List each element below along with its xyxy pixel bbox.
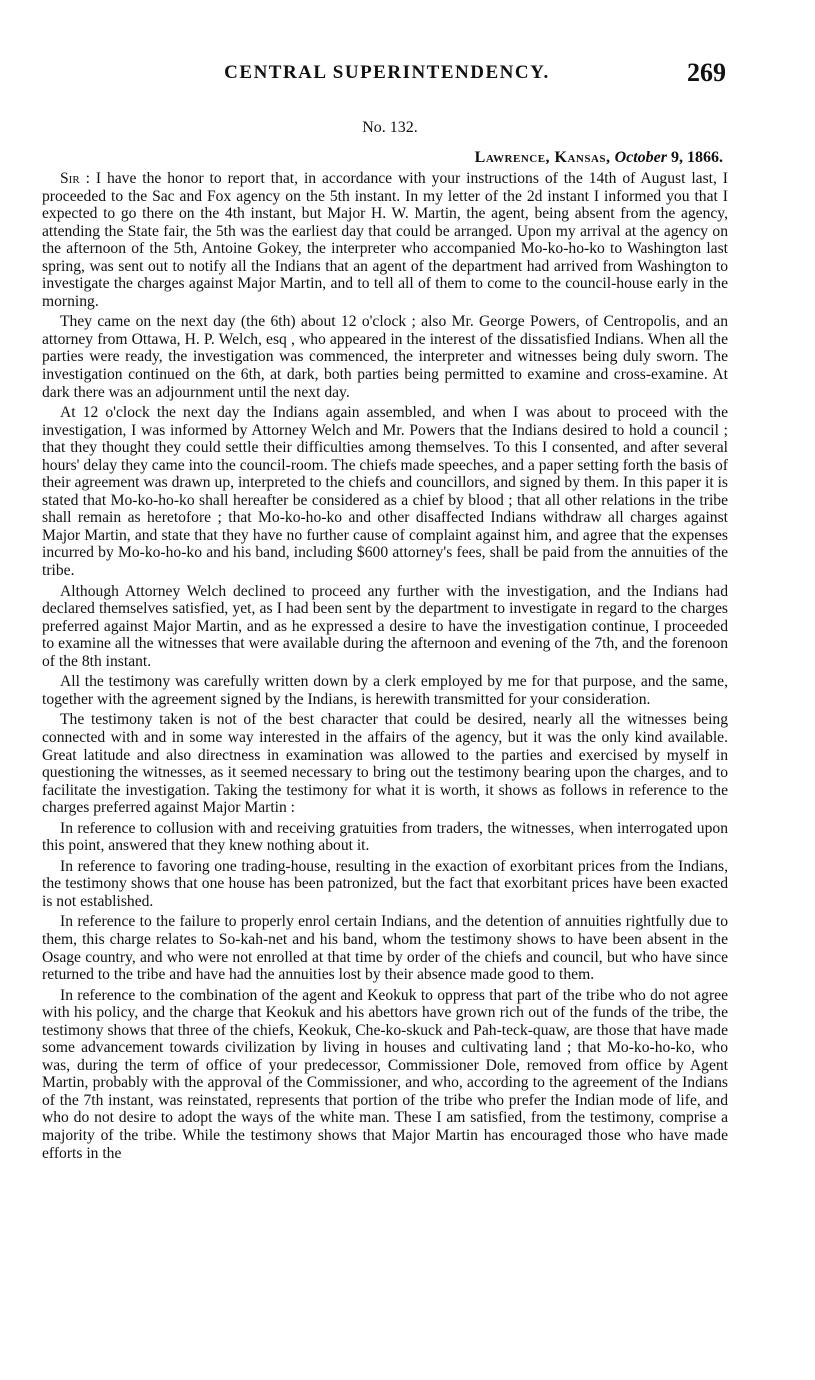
- paragraph: All the testimony was carefully written down by a clerk employed by me for that purpose, and the same, together with the agreement signed by the Indians, is herewith transmitted for your consideration.: [42, 673, 728, 708]
- paragraph: Although Attorney Welch declined to proceed any further with the investigation, and the Indians had declared themselves satisfied, yet, as I had been sent by the department to investigate in regard to the charges preferred against Major Martin, and as he expressed a desire to have the investigation continue, I proceeded to examine all the witnesses that were available during the afternoon and evening of the 7th, and the forenoon of the 8th instant.: [42, 582, 728, 670]
- dateline-day-year: 9, 1866.: [671, 149, 723, 166]
- dateline: [475, 149, 723, 167]
- salutation: Sir :: [60, 170, 90, 187]
- paragraph: [42, 170, 728, 310]
- dateline-month: October: [614, 149, 667, 166]
- running-title: CENTRAL SUPERINTENDENCY.: [224, 62, 550, 83]
- paragraph: At 12 o'clock the next day the Indians again assembled, and when I was about to proceed with the investigation, I was informed by Attorney Welch and Mr. Powers that the Indians desired to hold a council ; that they thought they could settle their difficulties among themselves. To this I consented, and after several hours' delay they came into the council-room. The chiefs made speeches, and a paper setting forth the basis of their agreement was drawn up, interpreted to the chiefs and councillors, and signed by them. In this paper it is stated that Mo-ko-ho-ko shall hereafter be considered as a chief by blood ; that all other relations in the tribe shall remain as heretofore ; that Mo-ko-ho-ko and other disaffected Indians withdraw all charges against Major Martin, and state that they have no further cause of complaint against him, and agree that the expenses incurred by Mo-ko-ho-ko and his band, including $600 attorney's fees, shall be paid from the annuities of the tribe.: [42, 404, 728, 580]
- dateline-place: Lawrence, Kansas,: [474, 149, 611, 166]
- document-number: No. 132.: [362, 119, 418, 136]
- paragraph: In reference to favoring one trading-house, resulting in the exaction of exorbitant prices from the Indians, the testimony shows that one house has been patronized, but the fact that exorbitant prices have been exacted is not established.: [42, 857, 728, 910]
- page-number: 269: [687, 58, 726, 87]
- paragraph: In reference to the combination of the agent and Keokuk to oppress that part of the tribe who do not agree with his policy, and the charge that Keokuk and his abettors have grown rich out of the funds of the tribe, the testimony shows that three of the chiefs, Keokuk, Che-ko-skuck and Pah-teck-quaw, are those that have made some advancement towards civilization by living in houses and cultivating land ; that Mo-ko-ho-ko, who was, during the term of office of your predecessor, Commissioner Dole, removed from office by Agent Martin, probably with the approval of the Commissioner, and who, according to the agreement of the Indians of the 7th instant, was reinstated, represents that portion of the tribe who prefer the Indian mode of life, and who do not desire to adopt the ways of the white man. These I am satisfied, from the testimony, comprise a majority of the tribe. While the testimony shows that Major Martin has encouraged those who have made efforts in the: [42, 986, 728, 1162]
- letter-body: [42, 170, 728, 1165]
- paragraph: In reference to collusion with and receiving gratuities from traders, the witnesses, when interrogated upon this point, answered that they knew nothing about it.: [42, 819, 728, 855]
- running-head: [42, 58, 732, 92]
- paragraph: They came on the next day (the 6th) about 12 o'clock ; also Mr. George Powers, of Centropolis, and an attorney from Ottawa, H. P. Welch, esq , who appeared in the interest of the dissatisfied Indians. When all the parties were ready, the investigation was commenced, the interpreter and witnesses being duly sworn. The investigation continued on the 6th, at dark, both parties being permitted to examine and cross-examine. At dark there was an adjournment until the next day.: [42, 313, 728, 401]
- paragraph-text: I have the honor to report that, in accordance with your instructions of the 14th of August last, I proceeded to the Sac and Fox agency on the 5th instant. In my letter of the 2d instant I informed you that I expected to go there on the 4th instant, but Major H. W. Martin, the agent, being absent from the agency, attending the State fair, the 5th was the earliest day that could be arranged. Upon my arrival at the agency on the afternoon of the 5th, Antoine Gokey, the interpreter who accompanied Mo-ko-ho-ko to Washington last spring, was sent out to notify all the Indians that an agent of the department had arrived from Washington to investigate the charges against Major Martin, and to tell all of them to come to the council-house early in the morning.: [42, 170, 728, 310]
- paragraph: In reference to the failure to properly enrol certain Indians, and the detention of annuities rightfully due to them, this charge relates to So-kah-net and his band, whom the testimony shows to have been absent in the Osage country, and who were not enrolled at that time by order of the chiefs and council, but who have since returned to the tribe and have had the annuities lost by their absence made good to them.: [42, 913, 728, 984]
- paragraph: The testimony taken is not of the best character that could be desired, nearly all the witnesses being connected with and in some way interested in the affairs of the agency, but it was the only kind available. Great latitude and also directness in examination was allowed to the parties and exercised by myself in questioning the witnesses, as it seemed necessary to bring out the testimony bearing upon the charges, and to facilitate the investigation. Taking the testimony for what it is worth, it shows as follows in reference to the charges preferred against Major Martin :: [42, 711, 728, 817]
